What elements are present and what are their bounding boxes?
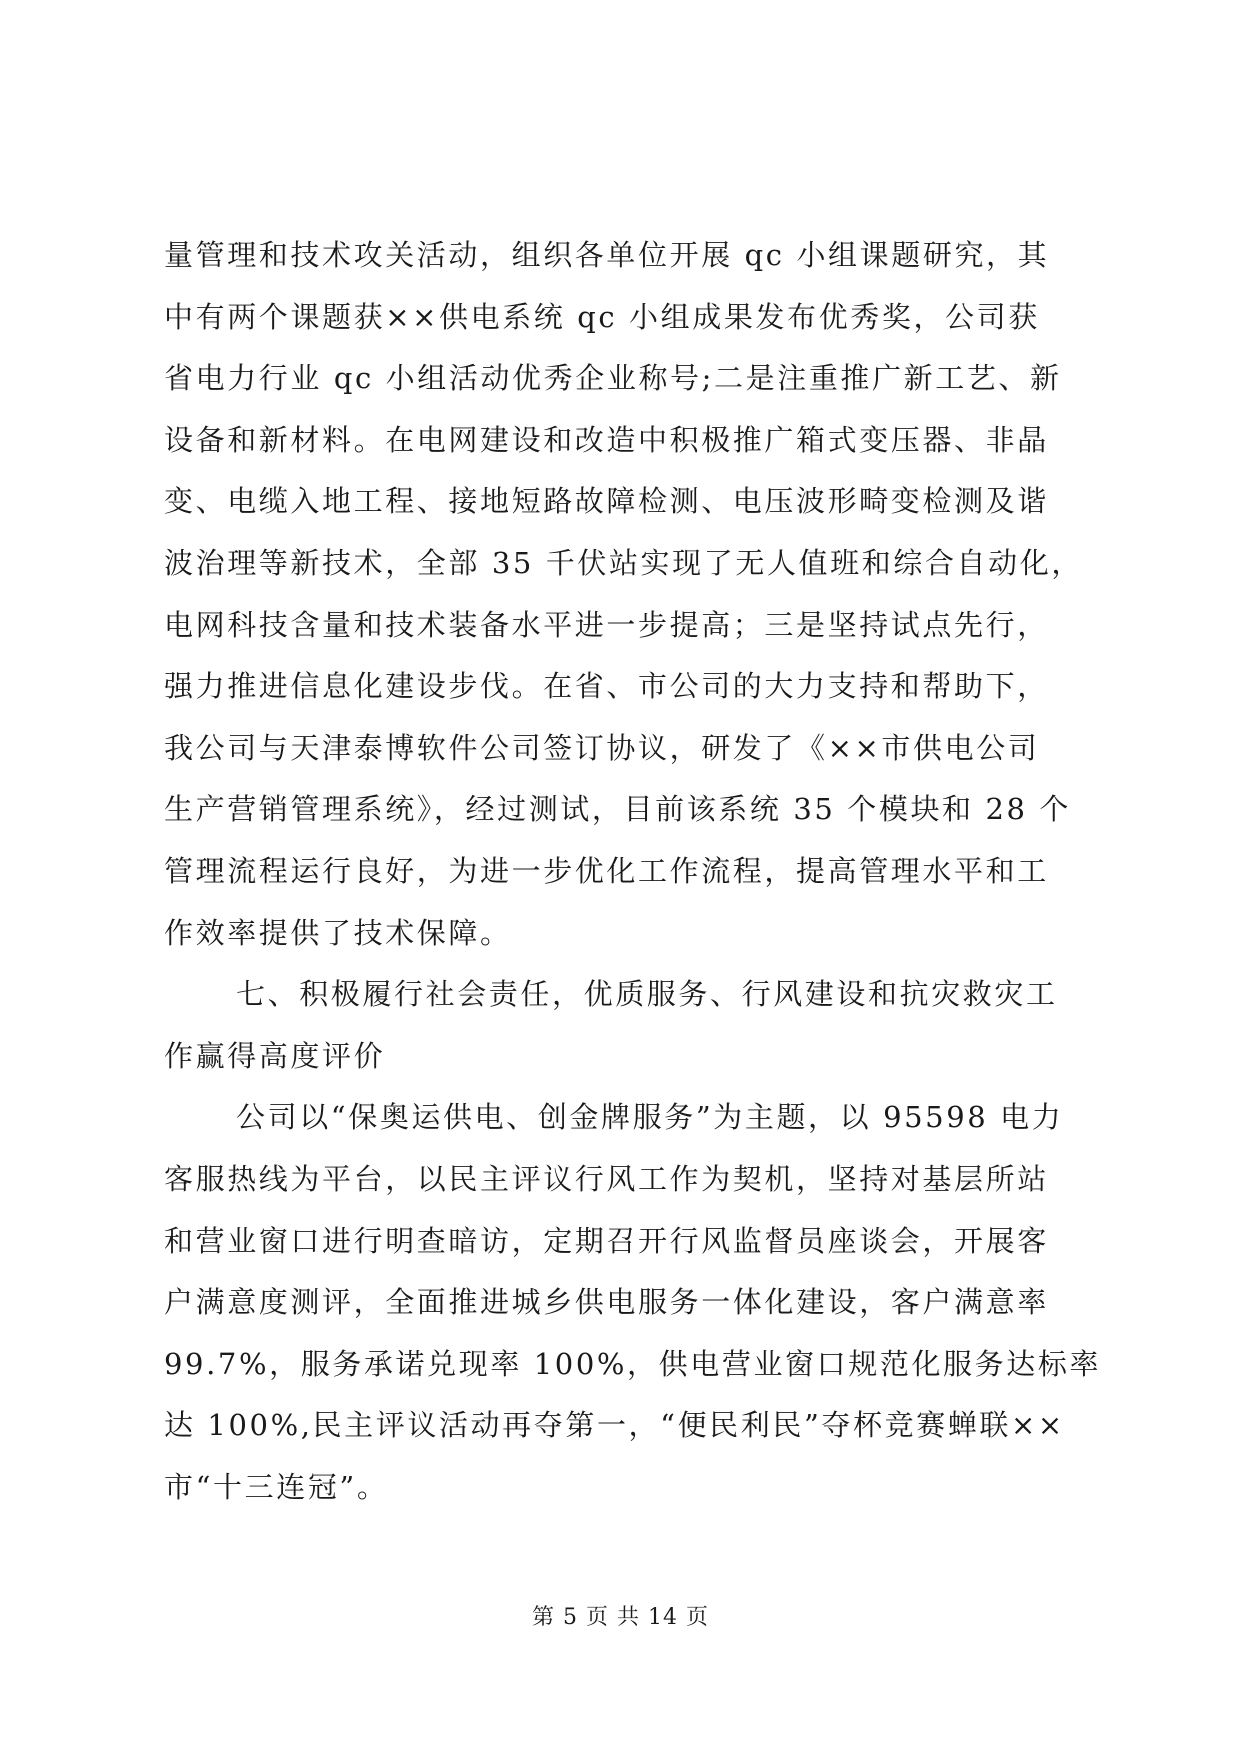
section-heading-continued: 作赢得高度评价 — [164, 1038, 386, 1073]
text-line: 中有两个课题获××供电系统 qc 小组成果发布优秀奖，公司获 — [164, 299, 1040, 334]
text-line: 公司以“保奥运供电、创金牌服务”为主题，以 95598 电力 — [236, 1100, 1064, 1135]
body-text — [164, 225, 1102, 1518]
text-line: 量管理和技术攻关活动，组织各单位开展 qc 小组课题研究，其 — [164, 238, 1050, 272]
text-line: 波治理等新技术，全部 35 千伏站实现了无人值班和综合自动化， — [164, 545, 1083, 580]
text-line: 和营业窗口进行明查暗访，定期召开行风监督员座谈会，开展客 — [164, 1223, 1049, 1258]
text-line: 强力推进信息化建设步伐。在省、市公司的大力支持和帮助下， — [164, 669, 1049, 704]
text-line: 作效率提供了技术保障。 — [164, 915, 512, 950]
text-line: 客服热线为平台，以民主评议行风工作为契机，坚持对基层所站 — [164, 1161, 1049, 1196]
text-line: 变、电缆入地工程、接地短路故障检测、电压波形畸变检测及谐 — [164, 484, 1049, 519]
text-line: 设备和新材料。在电网建设和改造中积极推广箱式变压器、非晶 — [164, 422, 1049, 457]
text-line: 达 100%,民主评议活动再夺第一，“便民利民”夺杯竞赛蝉联×× — [164, 1408, 1065, 1443]
section-heading: 七、积极履行社会责任，优质服务、行风建设和抗灾救灾工 — [236, 977, 1058, 1012]
text-line: 我公司与天津泰博软件公司签订协议，研发了《××市供电公司 — [164, 730, 1040, 765]
text-line: 管理流程运行良好，为进一步优化工作流程，提高管理水平和工 — [164, 853, 1049, 888]
text-line: 市“十三连冠”。 — [164, 1469, 389, 1504]
page-footer: 第 5 页 共 14 页 — [532, 1605, 709, 1630]
text-line: 电网科技含量和技术装备水平进一步提高；三是坚持试点先行， — [164, 607, 1049, 642]
text-line: 户满意度测评，全面推进城乡供电服务一体化建设，客户满意率 — [164, 1285, 1049, 1320]
text-line: 生产营销管理系统》，经过测试，目前该系统 35 个模块和 28 个 — [164, 792, 1071, 827]
text-line: 99.7%，服务承诺兑现率 100%，供电营业窗口规范化服务达标率 — [164, 1346, 1102, 1381]
text-line: 省电力行业 qc 小组活动优秀企业称号;二是注重推广新工艺、新 — [164, 361, 1062, 396]
